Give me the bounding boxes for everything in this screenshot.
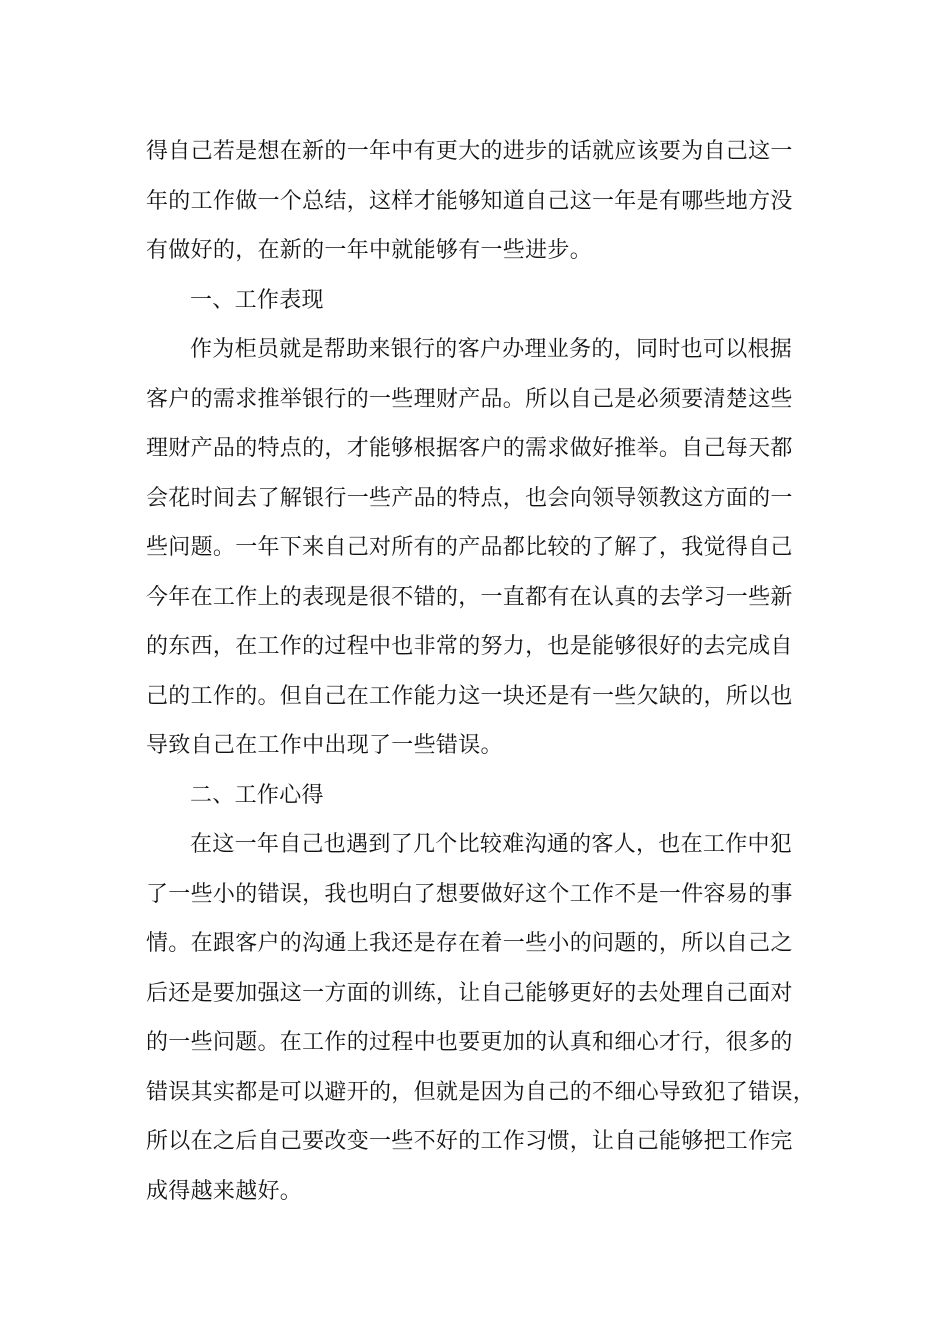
document-body xyxy=(146,127,816,1216)
heading-text: 一、工作表现 xyxy=(190,287,324,313)
text-line: 些问题。一年下来自己对所有的产品都比较的了解了，我觉得自己 xyxy=(146,535,793,560)
text-line: 今年在工作上的表现是很不错的，一直都有在认真的去学习一些新 xyxy=(146,584,793,610)
text-line: 后还是要加强这一方面的训练，让自己能够更好的去处理自己面对 xyxy=(146,980,793,1006)
text-line: 有做好的，在新的一年中就能够有一些进步。 xyxy=(146,238,593,263)
paragraph-intro xyxy=(146,127,806,276)
text-line: 会花时间去了解银行一些产品的特点，也会向领导领教这方面的一 xyxy=(146,485,793,511)
text-line: 作为柜员就是帮助来银行的客户办理业务的，同时也可以根据 xyxy=(190,337,793,362)
paragraph-performance xyxy=(146,325,806,771)
text-line: 成得越来越好。 xyxy=(146,1178,303,1204)
text-line: 在这一年自己也遇到了几个比较难沟通的客人，也在工作中犯 xyxy=(190,832,793,857)
text-line: 年的工作做一个总结，这样才能够知道自己这一年是有哪些地方没 xyxy=(146,188,793,214)
text-line: 错误其实都是可以避开的，但就是因为自己的不细心导致犯了错误， xyxy=(146,1079,816,1105)
section-heading-work-performance xyxy=(146,276,806,326)
text-line: 了一些小的错误，我也明白了想要做好这个工作不是一件容易的事 xyxy=(146,881,793,907)
text-line: 理财产品的特点的，才能够根据客户的需求做好推举。自己每天都 xyxy=(146,436,793,461)
text-line: 的东西，在工作的过程中也非常的努力，也是能够很好的去完成自 xyxy=(146,634,793,659)
text-line: 所以在之后自己要改变一些不好的工作习惯，让自己能够把工作完 xyxy=(146,1129,793,1154)
paragraph-insights xyxy=(146,820,816,1216)
text-line: 的一些问题。在工作的过程中也要更加的认真和细心才行，很多的 xyxy=(146,1030,793,1055)
heading-text: 二、工作心得 xyxy=(190,782,324,808)
text-line: 导致自己在工作中出现了一些错误。 xyxy=(146,733,503,758)
text-line: 己的工作的。但自己在工作能力这一块还是有一些欠缺的，所以也 xyxy=(146,683,793,709)
section-heading-work-insights xyxy=(146,771,806,821)
text-line: 客户的需求推举银行的一些理财产品。所以自己是必须要清楚这些 xyxy=(146,386,793,412)
text-line: 得自己若是想在新的一年中有更大的进步的话就应该要为自己这一 xyxy=(146,139,793,164)
text-line: 情。在跟客户的沟通上我还是存在着一些小的问题的，所以自己之 xyxy=(146,931,793,956)
